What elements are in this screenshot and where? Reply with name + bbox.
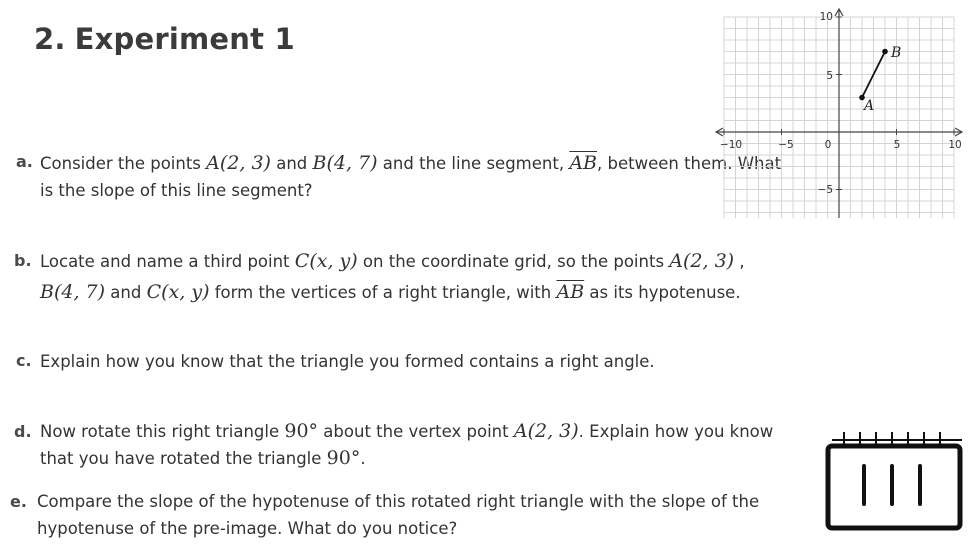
question-e-line2: hypotenuse of the pre-image. What do you notice? — [37, 519, 458, 538]
x-tick-label: −5 — [778, 139, 794, 151]
question-a-line2: is the slope of this line segment? — [40, 181, 313, 200]
question-c: Explain how you know that the triangle you formed contains a right angle. — [40, 352, 655, 371]
point-label-b: B — [891, 45, 902, 61]
question-d-line1: Now rotate this right triangle 90° about the vertex point A(2, 3). Explain how you know — [40, 420, 774, 442]
question-b-line2: B(4, 7) and C(x, y) form the vertices of a right triangle, with $\overline{AB}$ as its hypotenuse. — [40, 281, 741, 303]
y-tick-label: 10 — [819, 11, 833, 23]
point-label-a: A — [864, 98, 875, 114]
question-b-line1: Locate and name a third point C(x, y) on the coordinate grid, so the points A(2, 3) , — [40, 250, 745, 272]
question-b-letter: b. — [14, 251, 32, 270]
x-tick-labels — [720, 139, 962, 151]
question-b — [40, 248, 840, 306]
notebook-icon — [822, 430, 968, 532]
coordinate-grid — [700, 0, 978, 218]
x-tick-label: −10 — [719, 139, 743, 151]
section-number: 2. — [34, 22, 66, 56]
question-d-letter: d. — [14, 422, 32, 441]
y-tick-label: 5 — [826, 70, 833, 82]
question-a-letter: a. — [16, 152, 33, 171]
y-tick-label: −5 — [817, 184, 833, 196]
question-e-letter: e. — [10, 492, 27, 511]
question-d — [40, 418, 820, 472]
y-tick-labels — [818, 11, 833, 196]
point-labels — [862, 45, 901, 114]
question-e — [37, 488, 827, 542]
page-title — [34, 22, 295, 56]
question-d-line2: that you have rotated the triangle 90°. — [40, 447, 366, 469]
section-title: Experiment 1 — [74, 22, 295, 56]
question-c-letter: c. — [16, 351, 32, 370]
x-tick-label: 10 — [948, 139, 962, 151]
x-tick-label: 5 — [893, 139, 901, 151]
point-b — [882, 49, 888, 55]
question-e-line1: Compare the slope of the hypotenuse of this rotated right triangle with the slope of the — [37, 492, 760, 511]
x-tick-label: 0 — [824, 139, 832, 151]
question-a-line1: Consider the points A(2, 3) and B(4, 7) and the line segment, $\overline{AB}$, between them. What — [40, 152, 782, 174]
